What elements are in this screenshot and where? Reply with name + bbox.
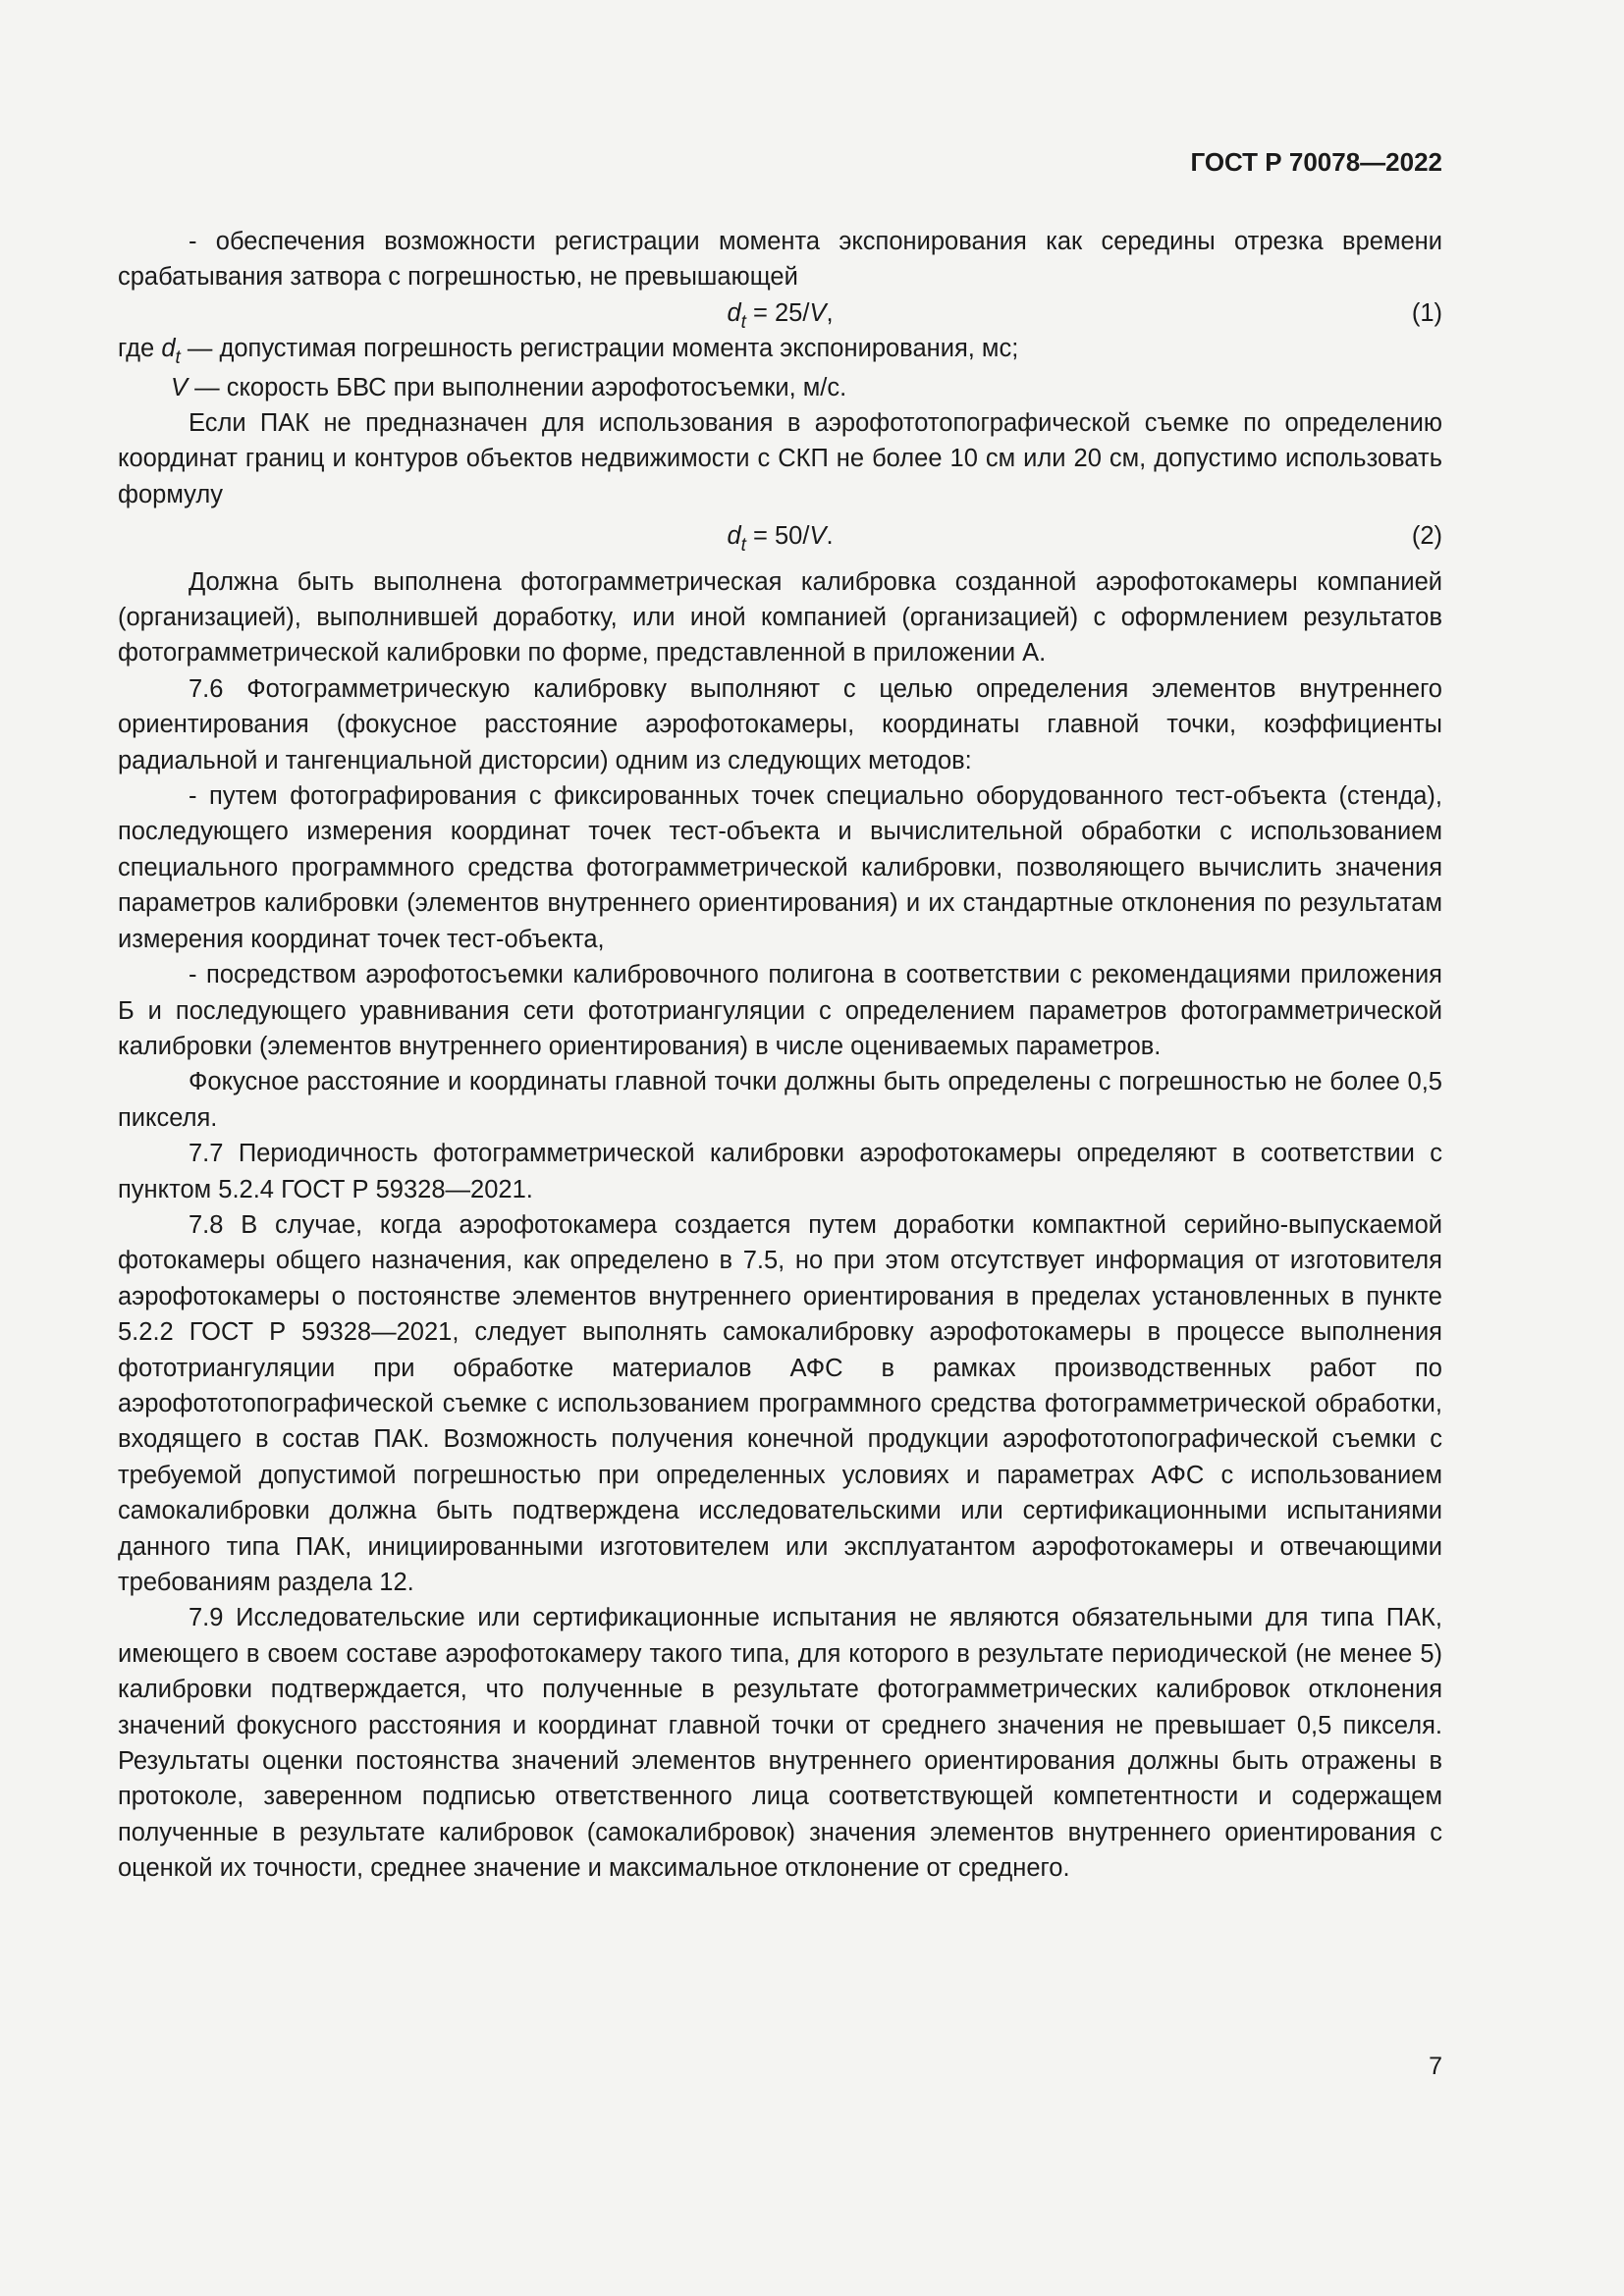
where-lead: где: [118, 335, 155, 363]
where-line-1: [118, 331, 1442, 369]
where-line-2: [118, 370, 1442, 405]
formula-2-rhs: = 50/: [745, 522, 810, 551]
formula-1-expression: [118, 295, 1442, 334]
where-var1-sub: t: [175, 347, 181, 369]
formula-2: [118, 518, 1442, 557]
formula-2-tail: .: [826, 522, 834, 551]
formula-1-var: d: [727, 298, 741, 327]
formula-1-tail: ,: [826, 298, 834, 327]
formula-2-expression: [118, 518, 1442, 557]
where-desc1: — допустимая погрешность регистрации момента экспонирования, мс;: [187, 335, 1019, 363]
paragraph-7-9: 7.9 Исследовательские или сертификационные испытания не являются обязательными для типа ПАК, имеющего в своем составе аэрофотокамеру такого типа, для которого в результате периодической (не менее 5) калибровки подтверждается, что полученные в результате фотограмметрических калибровок отклонения значений фокусного расстояния и координат главной точки от среднего значения не превышает 0,5 пикселя. Результаты оценки постоянства значений элементов внутреннего ориентирования должны быть отражены в протоколе, заверенном подписью ответственного лица соответствующей компетентности и содержащем полученные в результате калибровок (самокалибровок) значения элементов внутреннего ориентирования с оценкой их точности, среднее значение и максимальное отклонение от среднего.: [118, 1604, 1442, 1883]
paragraph-pak: Если ПАК не предназначен для использования в аэрофототопографической съемке по определению координат границ и контуров объектов недвижимости с СКП не более 10 см или 20 см, допустимо использовать формулу: [118, 409, 1442, 508]
formula-1: [118, 295, 1442, 331]
formula-2-rhs-var: V: [809, 522, 827, 551]
where-var2: V: [171, 373, 189, 401]
formula-2-var: d: [727, 522, 741, 551]
paragraph-calibration: Должна быть выполнена фотограмметрическая калибровка созданной аэрофотокамеры компанией (организацией), выполнившей доработку, или иной компанией (организацией) с оформлением результатов фотограмметрической калибровки по форме, представленной в приложении А.: [118, 567, 1442, 667]
formula-2-sub: t: [740, 535, 746, 557]
where-desc2: — скорость БВС при выполнении аэрофотосъемки, м/с.: [194, 373, 847, 401]
formula-1-sub: t: [740, 311, 746, 333]
formula-1-rhs-var: V: [809, 298, 827, 327]
document-body: [118, 224, 1442, 1887]
bullet-item-1: - путем фотографирования с фиксированных точек специально оборудованного тест-объекта (стенда), последующего измерения координат точек тест-объекта и вычислительной обработки с использованием специального программного средства фотограмметрической калибровки, позволяющего вычислить значения параметров калибровки (элементов внутреннего ориентирования) и их стандартные отклонения по результатам измерения координат точек тест-объекта,: [118, 782, 1442, 953]
paragraph-7-7: 7.7 Периодичность фотограмметрической калибровки аэрофотокамеры определяют в соответствии с пунктом 5.2.4 ГОСТ Р 59328—2021.: [118, 1140, 1442, 1203]
paragraph-7-8: 7.8 В случае, когда аэрофотокамера создается путем доработки компактной серийно-выпускаемой фотокамеры общего назначения, как определено в 7.5, но при этом отсутствует информация от изготовителя аэрофотокамеры о постоянстве элементов внутреннего ориентирования в пределах установленных в пункте 5.2.2 ГОСТ Р 59328—2021, следует выполнять самокалибровку аэрофотокамеры в процессе выполнения фототриангуляции при обработке материалов АФС в рамках производственных работ по аэрофототопографической съемке с использованием программного средства фотограмметрической обработки, входящего в состав ПАК. Возможность получения конечной продукции аэрофототопографической съемки с требуемой допустимой погрешностью при определенных условиях и параметрах АФС с использованием самокалибровки должна быть подтверждена исследовательскими или сертификационными испытаниями данного типа ПАК, инициированными изготовителем или эксплуатантом аэрофотокамеры и отвечающими требованиям раздела 12.: [118, 1210, 1442, 1596]
bullet-item-2: - посредством аэрофотосъемки калибровочного полигона в соответствии с рекомендациями приложения Б и последующего уравнивания сети фототриангуляции с определением параметров фотограмметрической калибровки (элементов внутреннего ориентирования) в числе оцениваемых параметров.: [118, 961, 1442, 1060]
formula-1-rhs: = 25/: [745, 298, 810, 327]
where-var1: d: [161, 335, 176, 363]
formula-2-number: (2): [1411, 522, 1442, 551]
paragraph-intro: - обеспечения возможности регистрации момента экспонирования как середины отрезка времени срабатывания затвора с погрешностью, не превышающей: [118, 228, 1442, 292]
page-number: 7: [1429, 2053, 1442, 2080]
standard-header: ГОСТ Р 70078—2022: [1190, 147, 1442, 177]
paragraph-focus: Фокусное расстояние и координаты главной точки должны быть определены с погрешностью не более 0,5 пикселя.: [118, 1068, 1442, 1132]
formula-1-number: (1): [1411, 298, 1442, 327]
paragraph-7-6: 7.6 Фотограмметрическую калибровку выполняют с целью определения элементов внутреннего ориентирования (фокусное расстояние аэрофотокамеры, координаты главной точки, коэффициенты радиальной и тангенциальной дисторсии) одним из следующих методов:: [118, 674, 1442, 774]
